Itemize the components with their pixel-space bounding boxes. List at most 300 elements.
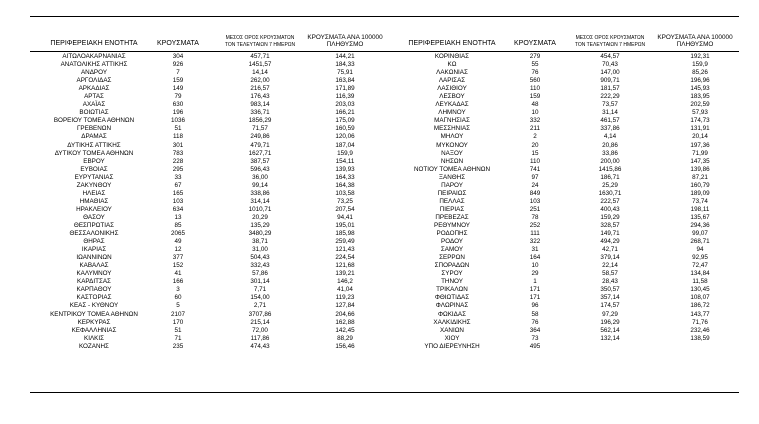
per-100k-value: 131,91 [690, 125, 710, 133]
per-100k-value: 189,09 [690, 189, 710, 197]
seven-day-mean-value: 357,14 [600, 294, 620, 302]
header-mean-right-2: ΤΟΝ ΤΕΛΕΥΤΑΙΩΝ 7 ΗΜΕΡΩΝ [574, 42, 646, 48]
seven-day-mean-value: 387,57 [250, 157, 270, 165]
cases-value: 2065 [170, 230, 185, 238]
table-row [30, 133, 739, 141]
per-100k-value: 186,72 [690, 302, 710, 310]
per-100k-value: 134,84 [690, 270, 710, 278]
per-100k-value: 156,46 [335, 342, 355, 350]
per-100k-value: 183,95 [690, 93, 710, 101]
cases-value: 97 [531, 173, 539, 181]
header-mean-left-1: ΜΕΣΟΣ ΟΡΟΣ ΚΡΟΥΣΜΑΤΩΝ [225, 35, 295, 41]
seven-day-mean-value: 42,71 [602, 246, 618, 254]
seven-day-mean-value: 186,71 [600, 173, 620, 181]
cases-value: 251 [529, 205, 541, 213]
per-100k-value: 139,86 [690, 165, 710, 173]
cases-value: 10 [531, 109, 539, 117]
cases-value: 926 [172, 61, 184, 69]
cases-value: 171 [529, 294, 541, 302]
region-name: ΣΥΡΟΥ [441, 270, 463, 278]
table-row [30, 327, 739, 335]
seven-day-mean-value: 328,57 [600, 221, 620, 229]
per-100k-value: 20,14 [692, 133, 708, 141]
seven-day-mean-value: 479,71 [250, 141, 270, 149]
region-name: ΑΝΔΡΟΥ [80, 69, 108, 77]
header-mean-right-1: ΜΕΣΟΣ ΟΡΟΣ ΚΡΟΥΣΜΑΤΩΝ [575, 35, 645, 41]
cases-value: 31 [531, 246, 539, 254]
cases-value: 55 [531, 61, 539, 69]
table-row [30, 61, 739, 69]
per-100k-value: 184,33 [335, 61, 355, 69]
seven-day-mean-value: 222,57 [600, 197, 620, 205]
region-name: ΛΗΜΝΟΥ [438, 109, 466, 117]
per-100k-value: 127,84 [335, 302, 355, 310]
per-100k-value: 99,07 [692, 230, 708, 238]
per-100k-value: 135,67 [690, 213, 710, 221]
per-100k-value: 73,74 [692, 197, 708, 205]
region-name: ΚΕΝΤΡΙΚΟΥ ΤΟΜΕΑ ΑΘΗΝΩΝ [50, 310, 138, 318]
seven-day-mean-value: 132,14 [600, 334, 620, 342]
seven-day-mean-value: 1630,71 [598, 189, 622, 197]
header-region-left: ΠΕΡΙΦΕΡΕΙΑΚΗ ΕΝΟΤΗΤΑ [50, 40, 138, 47]
region-name: ΖΑΚΥΝΘΟΥ [76, 181, 112, 189]
region-name: ΜΗΛΟΥ [440, 133, 464, 141]
per-100k-value: 160,59 [335, 125, 355, 133]
per-100k-value: 85,26 [692, 69, 708, 77]
per-100k-value: 88,29 [337, 334, 353, 342]
cases-value: 228 [172, 157, 184, 165]
table-row [30, 85, 739, 93]
region-name: ΤΗΝΟΥ [441, 278, 463, 286]
per-100k-value: 195,01 [335, 221, 355, 229]
cases-value: 103 [529, 197, 541, 205]
per-100k-value: 75,91 [337, 69, 353, 77]
per-100k-value: 171,89 [335, 85, 355, 93]
seven-day-mean-value: 159,29 [600, 213, 620, 221]
table-row [30, 101, 739, 109]
per-100k-value: 294,36 [690, 221, 710, 229]
per-100k-value: 174,73 [690, 117, 710, 125]
header-cases-right: ΚΡΟΥΣΜΑΤΑ [514, 40, 556, 47]
region-name: ΣΑΜΟΥ [440, 246, 464, 254]
seven-day-mean-value: 457,71 [250, 53, 270, 60]
per-100k-value: 92,95 [692, 254, 708, 262]
cases-value: 10 [531, 262, 539, 270]
cases-value: 152 [172, 262, 184, 270]
cases-value: 304 [172, 53, 184, 60]
cases-value: 12 [174, 246, 182, 254]
seven-day-mean-value: 1627,71 [248, 149, 272, 157]
region-name: ΚΑΛΥΜΝΟΥ [76, 270, 112, 278]
table-row [30, 270, 739, 278]
table-row [30, 69, 739, 77]
region-name: ΕΥΡΥΤΑΝΙΑΣ [74, 173, 114, 181]
region-name: ΙΚΑΡΙΑΣ [81, 246, 107, 254]
seven-day-mean-value: 117,86 [250, 334, 270, 342]
seven-day-mean-value: 1010,71 [248, 205, 272, 213]
cases-value: 332 [529, 117, 541, 125]
per-100k-value: 142,45 [335, 326, 355, 334]
seven-day-mean-value: 596,43 [250, 165, 270, 173]
per-100k-value: 72,47 [692, 262, 708, 270]
region-name: ΦΛΩΡΙΝΑΣ [435, 302, 469, 310]
cases-value: 849 [529, 189, 541, 197]
cases-value: 301 [172, 141, 184, 149]
per-100k-value: 116,39 [335, 93, 355, 101]
cases-value: 118 [172, 133, 184, 141]
seven-day-mean-value: 2,71 [253, 302, 267, 310]
per-100k-value: 187,04 [335, 141, 355, 149]
cases-value: 149 [172, 85, 184, 93]
seven-day-mean-value: 20,29 [252, 213, 268, 221]
seven-day-mean-value: 72,00 [252, 326, 268, 334]
per-100k-value: 185,98 [335, 230, 355, 238]
region-name: ΛΕΣΒΟΥ [439, 93, 465, 101]
cases-value: 58 [531, 310, 539, 318]
region-name: ΚΕΑΣ - ΚΥΘΝΟΥ [69, 302, 119, 310]
region-name: ΑΙΤΩΛΟΑΚΑΡΝΑΝΙΑΣ [62, 53, 126, 60]
cases-value: 13 [174, 213, 182, 221]
cases-value: 783 [172, 149, 184, 157]
seven-day-mean-value: 474,43 [250, 342, 270, 350]
table-row [30, 278, 739, 286]
region-name: ΥΠΟ ΔΙΕΡΕΥΝΗΣΗ [424, 342, 480, 350]
region-name: ΗΜΑΘΙΑΣ [79, 197, 109, 205]
per-100k-value: 73,25 [337, 197, 353, 205]
region-name: ΒΟΡΕΙΟΥ ΤΟΜΕΑ ΑΘΗΝΩΝ [53, 117, 135, 125]
cases-value: 76 [531, 69, 539, 77]
cases-value: 111 [530, 230, 540, 238]
seven-day-mean-value: 31,14 [602, 109, 618, 117]
region-name: ΚΑΣΤΟΡΙΑΣ [76, 294, 112, 302]
per-100k-value: 121,68 [335, 262, 355, 270]
seven-day-mean-value: 99,14 [252, 181, 268, 189]
cases-value: 85 [174, 221, 182, 229]
region-name: ΠΡΕΒΕΖΑΣ [435, 213, 469, 221]
cases-value: 495 [529, 342, 541, 350]
per-100k-value: 11,58 [692, 278, 708, 286]
region-name: ΘΕΣΠΡΩΤΙΑΣ [73, 221, 115, 229]
region-name: ΠΕΙΡΑΙΩΣ [437, 189, 467, 197]
table-row [30, 302, 739, 310]
header-per100k-right-2: ΠΛΗΘΥΣΜΟ [676, 41, 714, 48]
cases-value: 1 [533, 278, 537, 286]
cases-value: 560 [529, 77, 541, 85]
header-per100k-left-1: ΚΡΟΥΣΜΑΤΑ ΑΝΑ 100000 [307, 34, 383, 41]
seven-day-mean-value: 1856,29 [248, 117, 272, 125]
cases-value: 73 [531, 334, 539, 342]
region-name: ΜΕΣΣΗΝΙΑΣ [433, 125, 471, 133]
header-cases-left: ΚΡΟΥΣΜΑΤΑ [157, 40, 199, 47]
region-name: ΝΗΣΩΝ [440, 157, 464, 165]
seven-day-mean-value: 562,14 [600, 326, 620, 334]
table-row [30, 125, 739, 133]
region-name: ΔΥΤΙΚΟΥ ΤΟΜΕΑ ΑΘΗΝΩΝ [54, 149, 134, 157]
seven-day-mean-value: 4,14 [603, 133, 617, 141]
seven-day-mean-value: 31,00 [252, 246, 268, 254]
bottom-rule [30, 392, 739, 393]
per-100k-value: 87,21 [692, 173, 708, 181]
table-row [30, 343, 739, 351]
seven-day-mean-value: 909,71 [600, 77, 620, 85]
cases-value: 3 [176, 286, 180, 294]
seven-day-mean-value: 338,86 [250, 189, 270, 197]
seven-day-mean-value: 28,43 [602, 278, 618, 286]
table-row [30, 198, 739, 206]
header-underline-right [385, 51, 739, 52]
cases-value: 165 [172, 189, 184, 197]
cases-value: 377 [172, 254, 184, 262]
seven-day-mean-value: 25,29 [602, 181, 618, 189]
region-name: ΚΑΒΑΛΑΣ [79, 262, 109, 270]
seven-day-mean-value: 1415,86 [598, 165, 622, 173]
region-name: ΓΡΕΒΕΝΩΝ [76, 125, 112, 133]
region-name: ΣΕΡΡΩΝ [439, 254, 465, 262]
seven-day-mean-value: 332,43 [250, 262, 270, 270]
per-100k-value: 94 [696, 246, 704, 254]
region-name: ΦΩΚΙΔΑΣ [438, 310, 466, 318]
region-name: ΗΡΑΚΛΕΙΟΥ [76, 205, 112, 213]
table-row [30, 214, 739, 222]
seven-day-mean-value: 454,57 [600, 53, 620, 60]
seven-day-mean-value: 314,14 [250, 197, 270, 205]
per-100k-value: 159,9 [692, 61, 708, 69]
table-row [30, 206, 739, 214]
region-name: ΝΑΞΟΥ [441, 149, 463, 157]
region-name: ΠΙΕΡΙΑΣ [439, 205, 465, 213]
seven-day-mean-value: 262,00 [250, 77, 270, 85]
seven-day-mean-value: 3480,29 [248, 230, 272, 238]
per-100k-value: 207,54 [335, 205, 355, 213]
seven-day-mean-value: 196,29 [600, 318, 620, 326]
table-row [30, 93, 739, 101]
seven-day-mean-value: 504,43 [250, 254, 270, 262]
table-row [30, 190, 739, 198]
cases-value: 235 [172, 342, 184, 350]
region-name: ΛΑΡΙΣΑΣ [438, 77, 466, 85]
region-name: ΔΥΤΙΚΗΣ ΑΤΤΙΚΗΣ [67, 141, 121, 149]
seven-day-mean-value: 73,57 [602, 101, 618, 109]
table-row [30, 182, 739, 190]
per-100k-value: 121,43 [335, 246, 355, 254]
cases-value: 2 [533, 133, 537, 141]
region-name: ΑΡΚΑΔΙΑΣ [78, 85, 110, 93]
region-name: ΕΥΒΟΙΑΣ [80, 165, 108, 173]
table-row [30, 53, 739, 61]
per-100k-value: 232,46 [690, 326, 710, 334]
per-100k-value: 160,79 [690, 181, 710, 189]
table-row [30, 109, 739, 117]
region-name: ΚΟΡΙΝΘΙΑΣ [434, 53, 470, 60]
per-100k-value: 139,21 [335, 270, 355, 278]
region-name: ΑΡΓΟΛΙΔΑΣ [76, 77, 112, 85]
cases-value: 171 [529, 286, 541, 294]
region-name: ΑΡΤΑΣ [84, 93, 104, 101]
seven-day-mean-value: 379,14 [600, 254, 620, 262]
per-100k-value: 71,76 [692, 318, 708, 326]
table-row [30, 174, 739, 182]
region-name: ΘΗΡΑΣ [83, 238, 105, 246]
per-100k-value: 41,04 [337, 286, 353, 294]
per-100k-value: 139,93 [335, 165, 355, 173]
seven-day-mean-value: 57,86 [252, 270, 268, 278]
table-row [30, 117, 739, 125]
cases-value: 634 [172, 205, 184, 213]
seven-day-mean-value: 461,57 [600, 117, 620, 125]
region-name: ΛΑΚΩΝΙΑΣ [436, 69, 468, 77]
cases-value: 24 [531, 181, 539, 189]
cases-value: 78 [531, 213, 539, 221]
table-body [30, 53, 739, 351]
region-name: ΛΑΣΙΘΙΟΥ [437, 85, 467, 93]
per-100k-value: 154,11 [335, 157, 355, 165]
cases-value: 2107 [170, 310, 185, 318]
cases-value: 295 [172, 165, 184, 173]
per-100k-value: 119,23 [335, 294, 355, 302]
per-100k-value: 203,03 [335, 101, 355, 109]
cases-value: 196 [172, 109, 184, 117]
seven-day-mean-value: 337,86 [600, 125, 620, 133]
per-100k-value: 164,38 [335, 181, 355, 189]
seven-day-mean-value: 983,14 [250, 101, 270, 109]
cases-value: 166 [172, 278, 184, 286]
region-name: ΚΙΛΚΙΣ [84, 334, 104, 342]
table-row [30, 286, 739, 294]
top-rule [30, 16, 739, 17]
cases-value: 41 [174, 270, 182, 278]
cases-value: 170 [172, 318, 184, 326]
cases-value: 5 [176, 302, 180, 310]
seven-day-mean-value: 7,71 [253, 286, 267, 294]
region-name: ΙΩΑΝΝΙΝΩΝ [76, 254, 112, 262]
header-mean-left-2: ΤΟΝ ΤΕΛΕΥΤΑΙΩΝ 7 ΗΜΕΡΩΝ [224, 42, 296, 48]
cases-value: 60 [174, 294, 182, 302]
per-100k-value: 94,41 [337, 213, 353, 221]
cases-value: 96 [531, 302, 539, 310]
cases-value: 29 [531, 270, 539, 278]
region-name: ΚΕΡΚΥΡΑΣ [77, 318, 111, 326]
cases-value: 71 [174, 334, 182, 342]
table-row [30, 158, 739, 166]
region-name: ΧΙΟΥ [444, 334, 460, 342]
seven-day-mean-value: 176,43 [250, 93, 270, 101]
region-name: ΑΝΑΤΟΛΙΚΗΣ ΑΤΤΙΚΗΣ [60, 61, 128, 69]
per-100k-value: 120,06 [335, 133, 355, 141]
region-name: ΣΠΟΡΑΔΩΝ [434, 262, 470, 270]
table-row [30, 319, 739, 327]
region-name: ΧΑΝΙΩΝ [440, 326, 464, 334]
per-100k-value: 166,21 [335, 109, 355, 117]
seven-day-mean-value: 301,14 [250, 278, 270, 286]
seven-day-mean-value: 181,57 [600, 85, 620, 93]
cases-value: 364 [529, 326, 541, 334]
cases-value: 630 [172, 101, 184, 109]
seven-day-mean-value: 135,29 [250, 221, 270, 229]
seven-day-mean-value: 71,57 [252, 125, 268, 133]
cases-value: 48 [531, 101, 539, 109]
seven-day-mean-value: 20,86 [602, 141, 618, 149]
per-100k-value: 144,21 [335, 53, 355, 60]
per-100k-value: 224,54 [335, 254, 355, 262]
cases-value: 211 [529, 125, 541, 133]
seven-day-mean-value: 97,29 [602, 310, 618, 318]
region-name: ΜΥΚΟΝΟΥ [436, 141, 468, 149]
table-row [30, 246, 739, 254]
region-name: ΛΕΥΚΑΔΑΣ [435, 101, 469, 109]
region-name: ΡΟΔΟΠΗΣ [436, 230, 468, 238]
per-100k-value: 159,9 [337, 149, 353, 157]
seven-day-mean-value: 336,71 [250, 109, 270, 117]
region-name: ΤΡΙΚΑΛΩΝ [436, 286, 468, 294]
seven-day-mean-value: 200,00 [600, 157, 620, 165]
per-100k-value: 196,96 [690, 77, 710, 85]
region-name: ΚΑΡΔΙΤΣΑΣ [77, 278, 111, 286]
seven-day-mean-value: 249,86 [250, 133, 270, 141]
seven-day-mean-value: 70,43 [602, 61, 618, 69]
per-100k-value: 198,11 [690, 205, 710, 213]
region-name: ΦΘΙΩΤΙΔΑΣ [434, 294, 470, 302]
region-name: ΚΟΖΑΝΗΣ [79, 342, 109, 350]
region-name: ΡΕΘΥΜΝΟΥ [434, 221, 470, 229]
header-region-right: ΠΕΡΙΦΕΡΕΙΑΚΗ ΕΝΟΤΗΤΑ [408, 40, 496, 47]
cases-value: 741 [529, 165, 541, 173]
header-underline-left [30, 51, 385, 52]
seven-day-mean-value: 154,00 [250, 294, 270, 302]
cases-value: 20 [531, 141, 539, 149]
header-per100k-right-1: ΚΡΟΥΣΜΑΤΑ ΑΝΑ 100000 [657, 34, 733, 41]
seven-day-mean-value: 22,14 [602, 262, 618, 270]
region-name: ΚΩ [447, 61, 457, 69]
per-100k-value: 130,45 [690, 286, 710, 294]
cases-value: 79 [174, 93, 182, 101]
cases-value: 159 [172, 77, 184, 85]
table-row [30, 254, 739, 262]
per-100k-value: 202,59 [690, 101, 710, 109]
seven-day-mean-value: 38,71 [252, 238, 268, 246]
cases-value: 103 [172, 197, 184, 205]
seven-day-mean-value: 58,57 [602, 270, 618, 278]
per-100k-value: 145,93 [690, 85, 710, 93]
region-name: ΒΟΙΩΤΙΑΣ [79, 109, 109, 117]
region-name: ΘΑΣΟΥ [83, 213, 105, 221]
per-100k-value: 146,2 [337, 278, 353, 286]
seven-day-mean-value: 400,43 [600, 205, 620, 213]
region-name: ΔΡΑΜΑΣ [81, 133, 107, 141]
region-name: ΑΧΑΪΑΣ [82, 101, 106, 109]
table-row [30, 77, 739, 85]
seven-day-mean-value: 216,57 [250, 85, 270, 93]
cases-value: 49 [174, 238, 182, 246]
seven-day-mean-value: 33,86 [602, 149, 618, 157]
per-100k-value: 143,77 [690, 310, 710, 318]
seven-day-mean-value: 3707,86 [248, 310, 272, 318]
per-100k-value: 138,59 [690, 334, 710, 342]
table-row [30, 166, 739, 174]
cases-value: 159 [529, 93, 541, 101]
seven-day-mean-value: 222,29 [600, 93, 620, 101]
region-name: ΚΕΦΑΛΛΗΝΙΑΣ [71, 326, 117, 334]
region-name: ΞΑΝΘΗΣ [438, 173, 466, 181]
seven-day-mean-value: 1451,57 [248, 61, 272, 69]
cases-value: 15 [531, 149, 539, 157]
cases-value: 76 [531, 318, 539, 326]
cases-value: 279 [529, 53, 541, 60]
per-100k-value: 192,31 [690, 53, 710, 60]
table-header [30, 30, 739, 52]
seven-day-mean-value: 14,14 [252, 69, 268, 77]
per-100k-value: 103,58 [335, 189, 355, 197]
seven-day-mean-value: 36,00 [252, 173, 268, 181]
